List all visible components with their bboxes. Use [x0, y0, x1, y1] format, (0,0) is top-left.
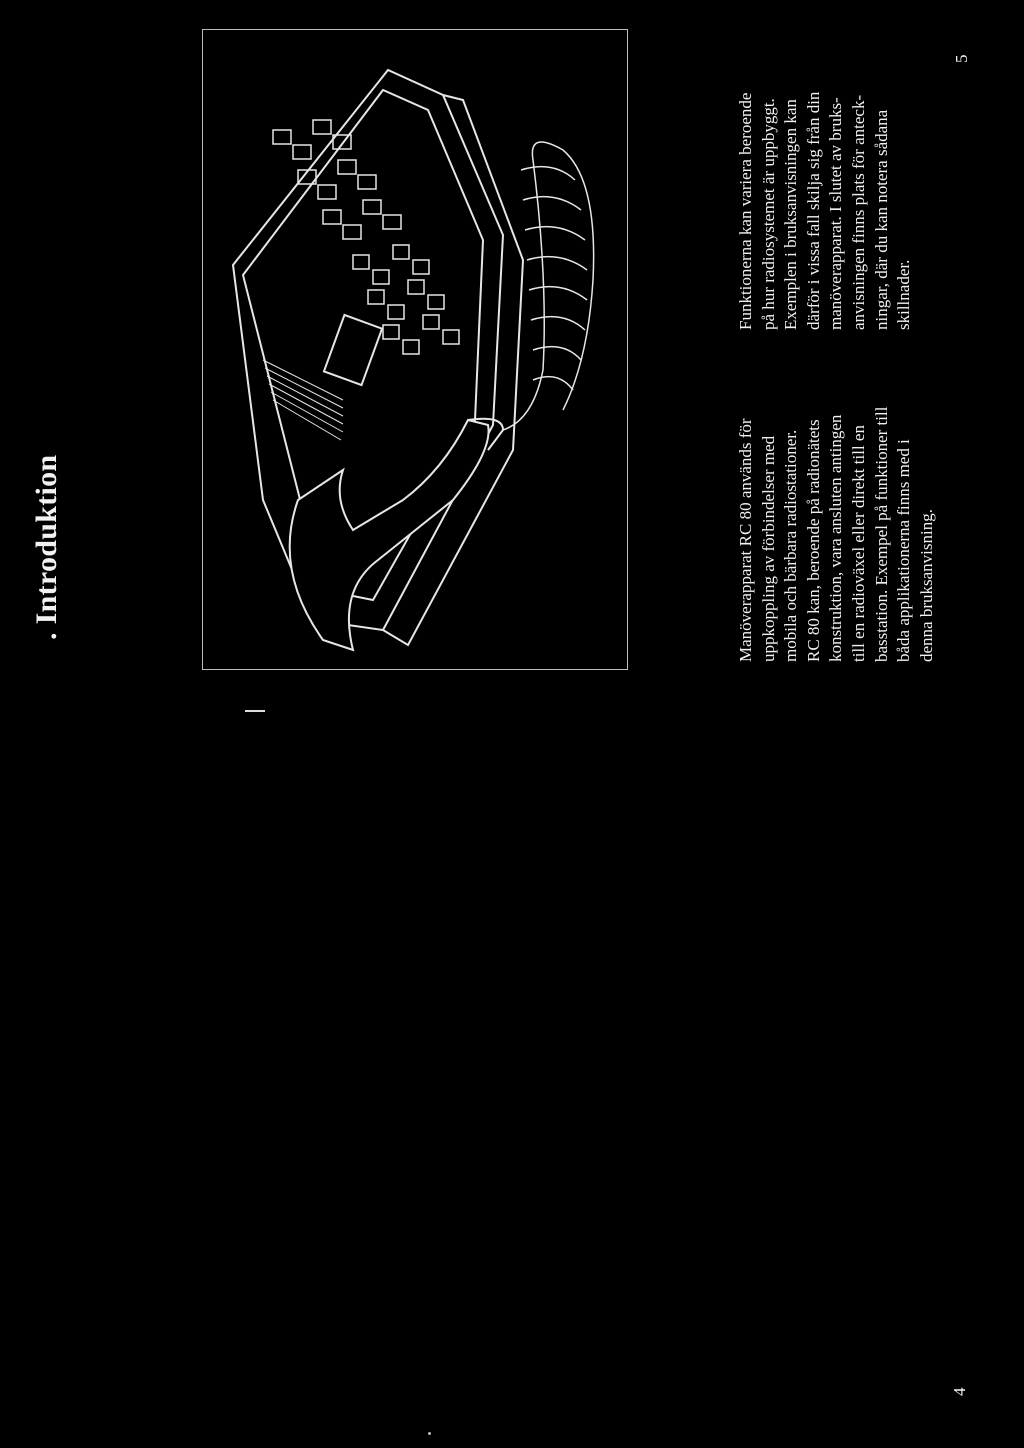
heading-text: Introduktion — [30, 454, 63, 625]
right-line: skillnader. — [894, 259, 914, 330]
right-line: på hur radiosystemet är uppbyggt. — [758, 98, 778, 330]
left-line: båda applikationerna finns med i — [894, 439, 914, 662]
margin-dash — [245, 710, 265, 712]
left-line: denna bruksanvisning. — [916, 509, 936, 662]
left-line: till en radioväxel eller direkt till en — [848, 425, 868, 662]
left-line: uppkoppling av förbindelser med — [758, 435, 778, 662]
right-line: Funktionerna kan variera beroende — [736, 92, 755, 330]
left-line: konstruktion, vara ansluten antingen — [826, 414, 846, 662]
right-line: Exemplen i bruksanvisningen kan — [781, 99, 801, 330]
right-line: därför i vissa fall skilja sig från din — [803, 91, 823, 330]
left-column-text — [735, 407, 938, 662]
right-line: ningar, där du kan notera sådana — [871, 109, 891, 330]
scan-mark — [428, 1432, 431, 1435]
left-line: Manöverapparat RC 80 används för — [736, 418, 755, 662]
right-line: manöverapparat. I slutet av bruks- — [826, 97, 846, 330]
telephone-figure — [202, 29, 628, 670]
page-number-right: 5 — [952, 54, 971, 63]
left-line: mobila och bärbara radiostationer. — [781, 429, 801, 662]
left-line: RC 80 kan, beroende på radionätets — [803, 419, 823, 662]
page-number-left: 4 — [950, 1387, 969, 1396]
desk-telephone-icon — [203, 30, 627, 669]
left-line: basstation. Exempel på funktioner till — [871, 406, 891, 662]
page-heading — [30, 455, 64, 640]
right-column-text — [735, 92, 916, 330]
right-line: anvisningen finns plats för anteck- — [848, 94, 868, 330]
heading-bullet: . — [30, 632, 63, 640]
